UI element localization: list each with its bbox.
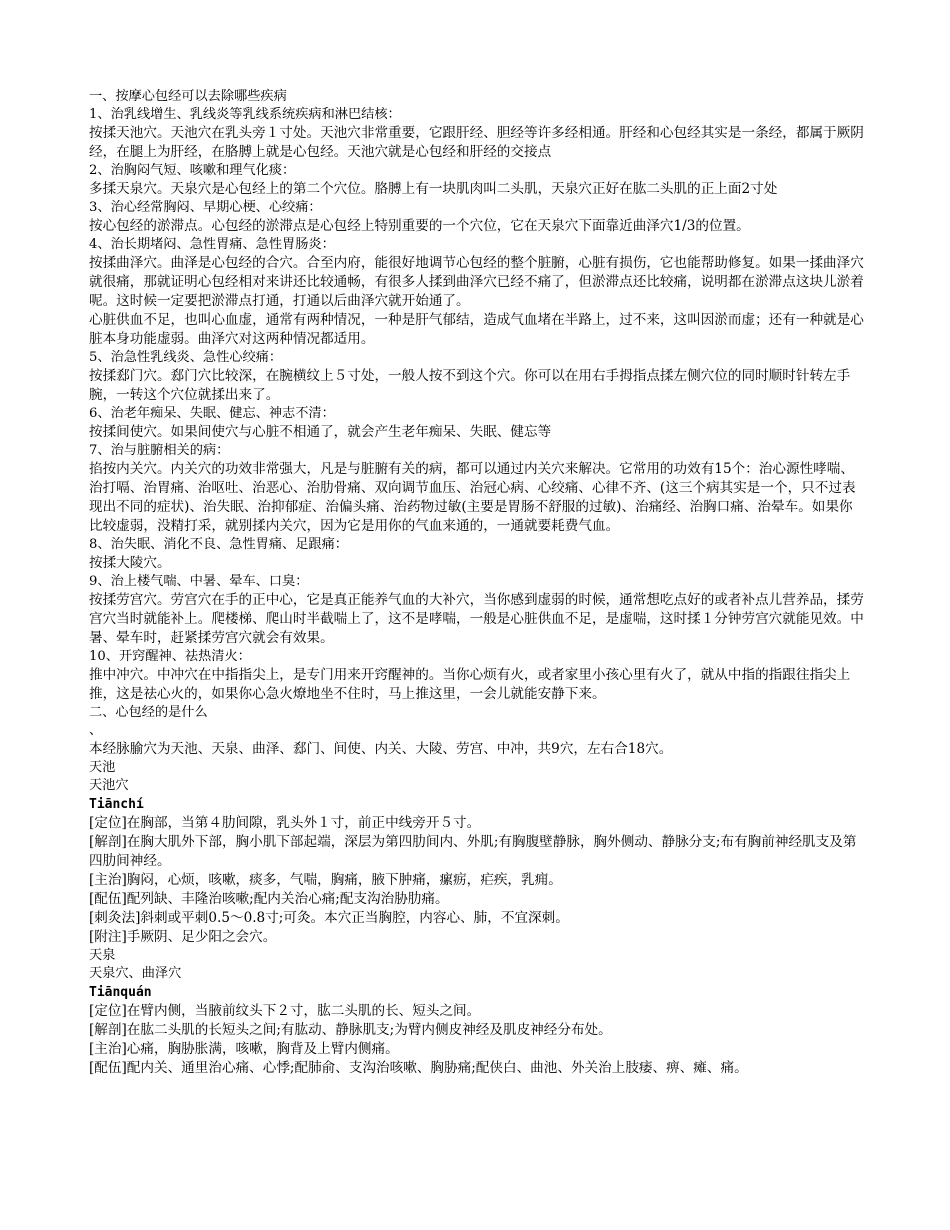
- paragraph: 按揉大陵穴。: [89, 555, 171, 571]
- section-heading: 二、心包经的是什么: [89, 705, 208, 720]
- subheading: 10、开窍醒神、祛热清火：: [89, 649, 251, 664]
- subheading: 3、治心经常胸闷、早期心梗、心绞痛：: [89, 200, 322, 215]
- stray-mark: 、: [89, 723, 103, 738]
- paragraph: 按心包经的淤滞点。心包经的淤滞点是心包经上特别重要的一个穴位，它在天泉穴下面靠近曲泽穴1/3的位置。: [89, 218, 750, 234]
- subheading: 8、治失眠、消化不良、急性胃痛、足跟痛：: [89, 537, 348, 552]
- subheading: 1、治乳线增生、乳线炎等乳线系统疾病和淋巴结核：: [89, 107, 401, 122]
- acupoint-location: [定位]在臂内侧，当腋前纹头下２寸，肱二头肌的长、短头之间。: [89, 1003, 481, 1019]
- subheading: 2、治胸闷气短、咳嗽和理气化痰：: [89, 163, 296, 178]
- acupoint-indications: [主治]心痛，胸胁胀满，咳嗽，胸背及上臂内侧痛。: [89, 1041, 399, 1057]
- acupoint-caption: 天池穴: [89, 778, 129, 793]
- paragraph: 按揉郄门穴。郄门穴比较深，在腕横纹上５寸处，一般人按不到这个穴。你可以在用右手拇指点揉左侧穴位的同时顺时针转左手腕，一转这个穴位就揉出来了。: [89, 368, 851, 403]
- paragraph: 按揉曲泽穴。曲泽是心包经的合穴。合至内府，能很好地调节心包经的整个脏腑，心脏有损伤，它也能帮助修复。如果一揉曲泽穴就很痛，那就证明心包经相对来讲还比较通畅，有很多人揉到曲泽穴已经不痛了，但淤滞点还比较痛，说明都在淤滞点这块儿淤着呢。这时候一定要把淤滞点打通，打通以后曲泽穴就开始通了。: [89, 255, 864, 309]
- paragraph: 按揉天池穴。天池穴在乳头旁１寸处。天池穴非常重要，它跟肝经、胆经等许多经相通。肝经和心包经其实是一条经，都属于厥阴经，在腿上为肝经，在胳膊上就是心包经。天池穴就是心包经和肝经的交接点: [89, 125, 864, 160]
- subheading: 7、治与脏腑相关的病：: [89, 443, 230, 458]
- acupoint-indications: [主治]胸闷，心烦，咳嗽，痰多，气喘，胸痛，腋下肿痛，瘰疬，疟疾，乳痈。: [89, 872, 562, 888]
- paragraph: 按揉间使穴。如果间使穴与心脏不相通了，就会产生老年痴呆、失眠、健忘等: [89, 424, 552, 440]
- acupoint-anatomy: [解剖]在肱二头肌的长短头之间;有肱动、静脉肌支;为臂内侧皮神经及肌皮神经分布处。: [89, 1022, 612, 1038]
- acupoint-combination: [配伍]配内关、通里治心痛、心悸;配肺俞、支沟治咳嗽、胸胁痛;配侠白、曲池、外关治上肢痿、痹、瘫、痛。: [89, 1060, 748, 1076]
- document-body: [89, 88, 864, 1078]
- subheading: 4、治长期堵闷、急性胃痛、急性胃肠炎：: [89, 237, 335, 252]
- acupoint-caption: 天泉穴、曲泽穴: [89, 966, 182, 981]
- acupoint-location: [定位]在胸部，当第４肋间隙，乳头外１寸，前正中线旁开５寸。: [89, 815, 481, 831]
- acupoint-pinyin: Tiānchí: [89, 797, 144, 812]
- paragraph: 心脏供血不足，也叫心血虚，通常有两种情况，一种是肝气郁结，造成气血堵在半路上，过不来，这叫因淤而虚；还有一种就是心脏本身功能虚弱。曲泽穴对这两种情况都适用。: [89, 312, 864, 347]
- acupoint-note: [附注]手厥阴、足少阳之会穴。: [89, 929, 277, 945]
- paragraph: 掐按内关穴。内关穴的功效非常强大，凡是与脏腑有关的病，都可以通过内关穴来解决。它常用的功效有15个：治心源性哮喘、治打嗝、治胃痛、治呕吐、治恶心、治肋骨痛、双向调节血压、治冠心病、心绞痛、心律不齐、(这三个病其实是一个，只不过表现出不同的症状)、治失眠、治抑郁症、治偏头痛、治药物过敏(主要是胃肠不舒服的过敏)、治痛经、治胸口痛、治晕车。如果你比较虚弱，没精打采，就别揉内关穴，因为它是用你的气血来通的，一通就要耗费气血。: [89, 461, 856, 534]
- subheading: 6、治老年痴呆、失眠、健忘、神志不清：: [89, 406, 335, 421]
- acupoint-name: 天泉: [89, 948, 116, 963]
- subheading: 5、治急性乳线炎、急性心绞痛：: [89, 350, 283, 365]
- paragraph: 本经脉腧穴为天池、天泉、曲泽、郄门、间使、内关、大陵、劳宫、中冲，共9穴，左右合18穴。: [89, 741, 673, 757]
- acupoint-method: [刺灸法]斜刺或平刺0.5～0.8寸;可灸。本穴正当胸腔，内容心、肺，不宜深刺。: [89, 910, 569, 926]
- subheading: 9、治上楼气喘、中暑、晕车、口臭：: [89, 574, 309, 589]
- acupoint-name: 天池: [89, 760, 116, 775]
- paragraph: 推中冲穴。中冲穴在中指指尖上，是专门用来开窍醒神的。当你心烦有火，或者家里小孩心里有火了，就从中指的指跟往指尖上推，这是祛心火的，如果你心急火燎地坐不住时，马上推这里，一会儿就能安静下来。: [89, 667, 851, 702]
- section-heading: 一、按摩心包经可以去除哪些疾病: [89, 89, 287, 104]
- acupoint-combination: [配伍]配列缺、丰隆治咳嗽;配内关治心痛;配支沟治胁肋痛。: [89, 891, 449, 907]
- paragraph: 多揉天泉穴。天泉穴是心包经上的第二个穴位。胳膊上有一块肌肉叫二头肌，天泉穴正好在肱二头肌的正上面2寸处: [89, 181, 778, 197]
- acupoint-pinyin: Tiānquán: [89, 985, 152, 1000]
- paragraph: 按揉劳宫穴。劳宫穴在手的正中心，它是真正能养气血的大补穴，当你感到虚弱的时候，通常想吃点好的或者补点儿营养品，揉劳宫穴当时就能补上。爬楼梯、爬山时半截喘上了，这不是哮喘，一般是心脏供血不足，是虚喘，这时揉１分钟劳宫穴就能见效。中暑、晕车时，赶紧揉劳宫穴就会有效果。: [89, 592, 864, 646]
- acupoint-anatomy: [解剖]在胸大肌外下部，胸小肌下部起端，深层为第四肋间内、外肌;有胸腹壁静脉，胸外侧动、静脉分支;布有胸前神经肌支及第四肋间神经。: [89, 834, 857, 869]
